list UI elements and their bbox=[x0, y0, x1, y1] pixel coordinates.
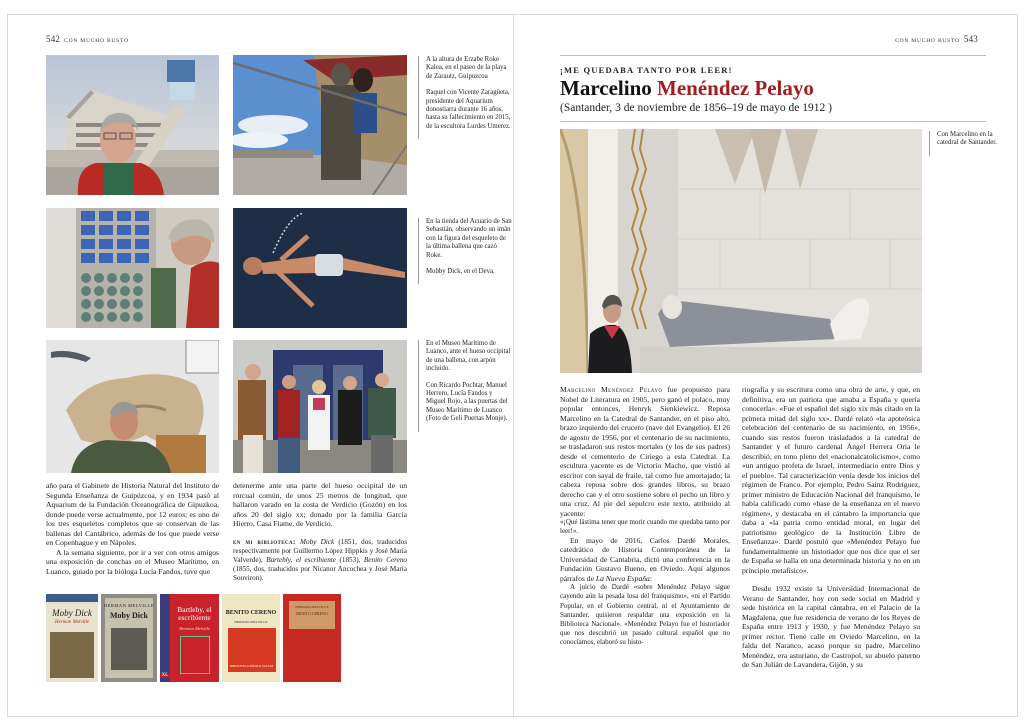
book1-title: Moby Dick bbox=[52, 608, 92, 618]
right-paragraph-2 bbox=[560, 536, 730, 584]
book3-title: Bartleby, el escribiente bbox=[177, 605, 212, 622]
caption-zarautz: A la altura de Erzabe Roke Kalea, en el paseo de la playa de Zarautz, Guipuzcoa bbox=[426, 56, 507, 80]
library-text-1: (1851, dos, traducidos respectivamente por Guillermo López Hippkis y José María Valverde), bbox=[233, 537, 408, 564]
photo-shop-image bbox=[46, 208, 219, 328]
left-body-paragraph-3: detenerme ante una parte del hueso occipital de un rorcual común, de unos 25 metros de longitud, que hallaron varado en la costa de Verdicio (Gozón) en los años 20 del siglo xx; donado por la familia García Hierro, Casa Fiame, de Verdicio. bbox=[233, 481, 407, 528]
epitaph-quote: «¡Qué lástima tener que morir cuando me quedaba tanto por leer!». bbox=[560, 518, 730, 535]
right-folio bbox=[891, 34, 978, 44]
caption-cathedral-text: Con Marcelino en la catedral de Santander. bbox=[937, 131, 997, 147]
right-paragraph-2-text: En mayo de 2016, Carlos Dardé Morales, catedrático de Historia Contemporánea de la Universidad de Cantabria, dictó una conferencia en la Fundación Gustavo Bueno, en Oviedo. Aquí algunos párrafos de bbox=[560, 535, 730, 583]
right-body-col2 bbox=[742, 385, 920, 670]
left-body-col1 bbox=[46, 481, 219, 576]
right-paragraph-1-text: fue propuesto para Nobel de Literatura en 1905, pero ganó el polaco, muy popular entonces, Henryk Sienkiewicz. Reposa Marcelino en la Catedral de Santander, en el piso alto, brazo izquierdo del crucero (nave del Evangelio). El 26 de agosto de 1956, por el centenario de su nacimiento, se trasladaron sus restos mortales (y los de sus padres) desde el cementerio de Ciriego a esta Catedral. La escultura yacente es de Victorio Macho, que vistió al escritor con sayal de fraile, tal como fue amortajado; la cabeza reposa sobre dos grandes libros, su brazo derecho cae y el otro sostiene sobre el pecho un libro y una cruz. Al pie del sepulcro este texto, atribuido al yacente: bbox=[560, 385, 730, 518]
photo-whale-bone bbox=[46, 340, 219, 473]
photo-statue-raquel bbox=[233, 55, 407, 195]
photo-tomb-image bbox=[560, 129, 922, 373]
book-cover-moby-dick-2 bbox=[101, 594, 157, 682]
book4-title: BENITO CERENO bbox=[225, 610, 277, 616]
book4-series: BIBLIOTECA BÁSICA SALVAT bbox=[230, 664, 274, 668]
book4-author: HERMAN MELVILLE bbox=[234, 620, 268, 624]
right-running-head: CON MUCHO BUSTO bbox=[895, 38, 960, 44]
caption-group: Con Ricardo Pochtar, Manuel Herrero, Lucía Fandos y Miguel Rojo, a las puertas del Museo Marítimo de Luanco (Foto de Geli Puertas Monje). bbox=[426, 381, 508, 423]
header-rule-top bbox=[560, 55, 986, 56]
photo-aquarium-shop bbox=[46, 208, 219, 328]
photo-cathedral-tomb bbox=[560, 129, 922, 373]
book2-title: Moby Dick bbox=[110, 611, 148, 620]
right-paragraph-1 bbox=[560, 385, 730, 518]
right-paragraph-2-end: : bbox=[649, 573, 652, 583]
caption-cathedral bbox=[929, 131, 1007, 156]
right-paragraph-4: Desde 1932 existe la Universidad Internacional de Verano de Santander, hoy con sede social en Madrid y sede histórica en la capital cántabra, en el Palacio de la Magdalena, que fue residencia de verano de los Reyes de España entre 1913 y 1930, y fue Menéndez Pelayo su primer rector. Tiene calle en Oviedo Marcelino, en la falda del Naranco, acaso porque su padre, Marcelino Menéndez, era asturiano, de Castropol, su abuelo paterno de San Julián de Lavandera, Gijón, y su bbox=[742, 584, 920, 669]
caption-shop: En la tienda del Acuario de San Sebastián, observando un imán con la figura del esqueleto de la última ballena que cazó Roke. bbox=[426, 218, 512, 259]
caption-raquel: Raquel con Vicente Zaragüeta, presidente del Aquarium donostiarra durante 16 años, hasta su fallecimiento en 2015, de la escultora Lurdes Umerez. bbox=[426, 89, 511, 130]
library-title-3: Benito Cereno bbox=[363, 555, 408, 564]
page-spine bbox=[513, 15, 514, 716]
left-page-number: 542 bbox=[46, 34, 61, 44]
darde-quote: A juicio de Dardé «sobre Menéndez Pelayo sigue cayendo aún la pesada losa del franquismo», «ni el Partido Popular, en el Gobierno central, ni el Ayuntamiento de Santander, quisieron respaldar una exposición en la Biblioteca Nacional». «Menéndez Pelayo fue el historiador que nos descubrió un pasado cultural español que no conocíamos, elaboró su histo- bbox=[560, 583, 730, 647]
caption-museo: En el Museo Marítimo de Luanco, ante el hueso occipital de una ballena, con arpón incluido. bbox=[426, 340, 511, 373]
caption-mobby-dick: Mobby Dick, en el Deva. bbox=[426, 268, 495, 276]
left-body-col2 bbox=[233, 481, 407, 584]
caption-middle bbox=[418, 218, 512, 284]
photo-group-luanco bbox=[233, 340, 407, 473]
book3-author: Herman Melville bbox=[179, 626, 210, 631]
left-running-head: CON MUCHO BUSTO bbox=[64, 38, 129, 44]
book-cover-bartleby bbox=[160, 594, 219, 682]
library-text-2: (1853), bbox=[336, 555, 364, 564]
newspaper-name: La Nueva España bbox=[595, 573, 650, 583]
article-subtitle: (Santander, 3 de noviembre de 1856–19 de mayo de 1912 ) bbox=[560, 102, 832, 114]
book-cover-moby-dick-1 bbox=[46, 594, 98, 682]
photo-statue-image bbox=[233, 55, 407, 195]
library-label: en mi biblioteca: bbox=[233, 537, 296, 546]
book5-author: HERMAN MELVILLE bbox=[295, 605, 329, 609]
book2-author: HERMAN MELVILLE bbox=[103, 603, 155, 608]
photo-swimmer-image bbox=[233, 208, 407, 328]
photo-swimmer-deva bbox=[233, 208, 407, 328]
caption-top bbox=[418, 56, 512, 139]
right-body-col1 bbox=[560, 385, 730, 648]
library-text-3: (1855, dos, traducidos por Nicanor Ancochea y José María Souviron). bbox=[233, 565, 407, 583]
photo-group-image bbox=[233, 340, 407, 473]
header-rule-bottom bbox=[560, 121, 986, 122]
right-page-number: 543 bbox=[963, 34, 978, 44]
left-folio bbox=[46, 34, 133, 44]
photo-zarautz-selfie bbox=[46, 55, 219, 195]
book5-title: BENITO CERENO bbox=[296, 611, 328, 616]
caption-bottom bbox=[418, 340, 512, 432]
photo-bone-image bbox=[46, 340, 219, 473]
library-note bbox=[233, 538, 407, 584]
photo-zarautz-image bbox=[46, 55, 219, 195]
title-first-name: Marcelino bbox=[560, 76, 652, 100]
book-cover-benito-cereno-2 bbox=[283, 594, 341, 682]
article-title bbox=[560, 76, 814, 100]
book3-series: XL bbox=[161, 673, 169, 678]
book1-author: Herman Melville bbox=[54, 620, 90, 625]
title-surnames: Menéndez Pelayo bbox=[657, 76, 814, 100]
book-cover-benito-cereno-1 bbox=[222, 594, 280, 682]
left-body-paragraph-2: A la semana siguiente, por ir a ver con otros amigos una exposición de conchas en el Museo Marítimo, en Luanco, guiado por la bióloga Lucía Fandos, tuve que bbox=[46, 547, 219, 576]
left-body-paragraph-1: año para el Gabinete de Historia Natural del Instituto de Segunda Enseñanza de Guipúzcoa, y en 1934 pasó al Aquarium de la Fundación Oceanográfica de Gipuzkoa, donde puede verse actualmente, por 12 euros; es uno de los tres esqueletos completos que se conservan de las ballenas del Cantábrico, además de los que puede verse en Copenhague y en Nápoles. bbox=[46, 481, 219, 547]
section-kicker: ¡ME QUEDABA TANTO POR LEER! bbox=[560, 65, 733, 75]
library-title-2: Bartebly, el escribiente bbox=[266, 555, 336, 564]
right-paragraph-3: riografía y su escritura como una obra de arte, y que, en definitiva, era un patriota que amaba a España y quería conocerla». «Fue el español del siglo xix más citado en la primera mitad del siglo xx». Dardé relató «la apoteósica celebración del centenario de su nacimiento, en 1956», cuando sus restos fueron trasladados a la catedral de Santander y el futuro cardenal Ángel Herrera Oria le describió, en tono pleno del «nacionalcatolicismo», como «un antiguo profeta de Israel, intermediario entre Dios y el pueblo». Tal caracterización venía desde los inicios del régimen de Franco. Por ejemplo, Pedro Sainz Rodríguez, primer ministro de Educación Nacional del franquismo, le había calificado como «base de la enseñanza en el nuevo régimen», y destacaba en el cántabro la importancia que daba a «la patria como entidad moral, en lugar del patriotismo geológico de la Institución Libre de Enseñanza». Dardé postuló que «Menéndez Pelayo fue fundamentalmente un historiador que nos dice que el ser de España se halla en una determinada historia y no en un principio metafísico». bbox=[742, 385, 920, 575]
library-title-1: Moby Dick bbox=[300, 537, 335, 546]
lead-small-caps: Marcelino Menéndez Pelayo bbox=[560, 385, 663, 394]
